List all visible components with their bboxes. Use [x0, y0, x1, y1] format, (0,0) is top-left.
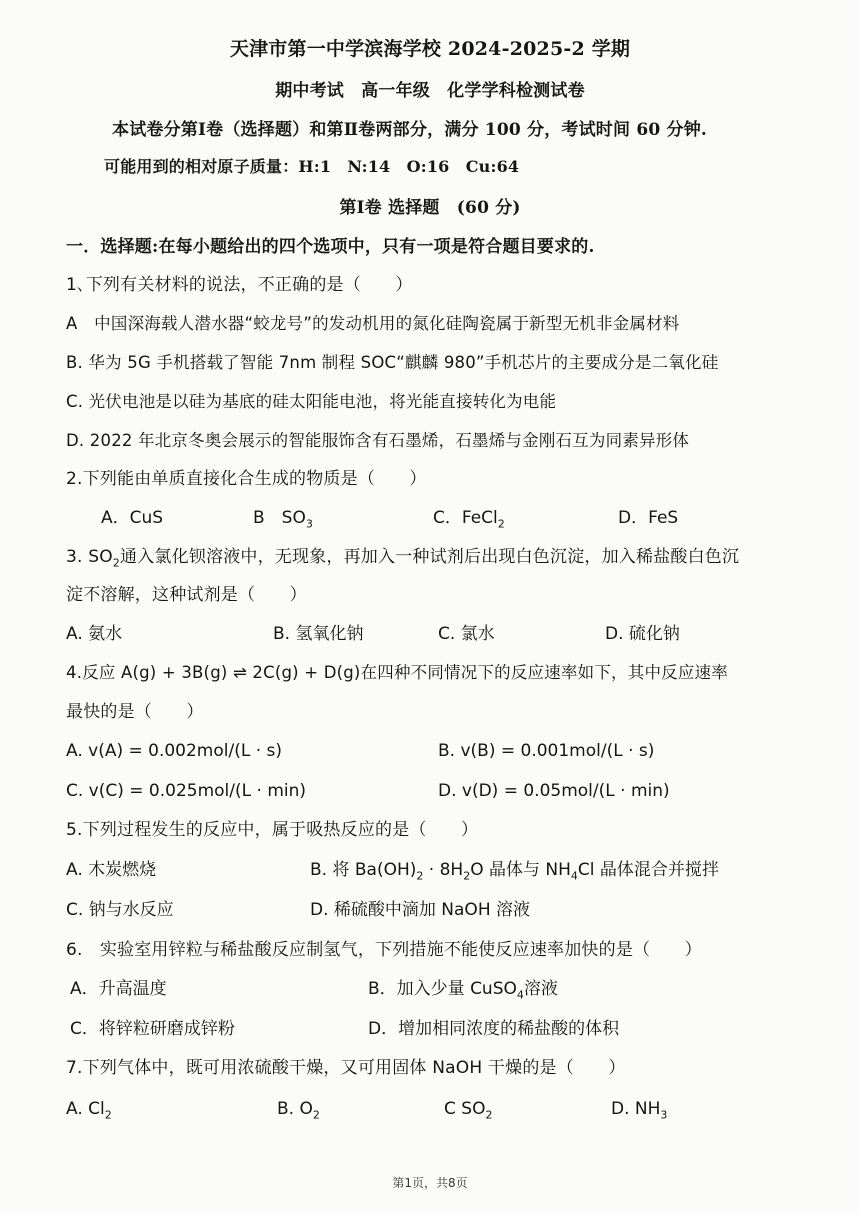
q6-option-c: C．将锌粒研磨成锌粉 [70, 1019, 235, 1039]
q4-option-c: C. v(C) = 0.025mol/(L · min) [66, 781, 307, 801]
q7-option-a: A. $Cl_2$ [66, 1099, 112, 1122]
q3-stem: 3. $SO_2$通入氯化钡溶液中，无现象，再加入一种试剂后出现白色沉淀，加入稀盐酸白色沉 [66, 547, 740, 570]
q7-option-d: D. $NH_3$ [611, 1099, 668, 1122]
q2-option-d: D．FeS [618, 508, 679, 528]
q2-stem: 2.下列能由单质直接化合生成的物质是（ ） [66, 469, 427, 489]
exam-title: 天津市第一中学滨海学校 2024-2025-2 学期 [229, 38, 631, 60]
q3-option-b: B. 氢氧化钠 [273, 624, 364, 644]
q5-option-b: B. 将 $Ba(OH)_2 \cdot 8H_2O$ 晶体与 $NH_4Cl$ 晶体混合并搅拌 [310, 860, 719, 883]
q6-option-d: D．增加相同浓度的稀盐酸的体积 [368, 1019, 620, 1039]
q1-option-c: C. 光伏电池是以硅为基底的硅太阳能电池，将光能直接转化为电能 [66, 392, 557, 411]
q2-option-c: C．FeCl$_2$ [433, 508, 505, 531]
section-title: 第Ⅰ卷 选择题 (60 分) [339, 198, 521, 218]
exam-instructions: 本试卷分第Ⅰ卷（选择题）和第Ⅱ卷两部分，满分 100 分，考试时间 60 分钟. [112, 120, 708, 140]
section-heading: 一．选择题:在每小题给出的四个选项中，只有一项是符合题目要求的. [66, 237, 595, 257]
q6-option-a: A．升高温度 [70, 979, 167, 999]
q5-option-a: A. 木炭燃烧 [66, 860, 157, 880]
q4-option-b: B. v(B) = 0.001mol/(L · s) [438, 741, 655, 761]
q4-stem: 4.反应 A(g) + 3B(g) ⇌ 2C(g) + D(g)在四种不同情况下的反应速率如下，其中反应速率 [66, 663, 728, 682]
exam-subtitle: 期中考试 高一年级 化学学科检测试卷 [275, 81, 585, 101]
q1-stem: 1､下列有关材料的说法，不正确的是（ ） [66, 275, 413, 295]
q5-option-c: C. 钠与水反应 [66, 900, 174, 920]
q4-option-a: A. v(A) = 0.002mol/(L · s) [66, 741, 283, 761]
q1-option-a: A 中国深海载人潜水器“蛟龙号”的发动机用的氮化硅陶瓷属于新型无机非金属材料 [66, 314, 680, 333]
q2-option-b: B $SO_3$ [253, 508, 313, 531]
page-footer: 第1页，共8页 [392, 1176, 468, 1190]
q3-stem-line2: 淀不溶解，这种试剂是（ ） [66, 585, 307, 605]
q1-option-d: D. 2022 年北京冬奥会展示的智能服饰含有石墨烯，石墨烯与金刚石互为同素异形体 [66, 431, 690, 450]
q4-option-d: D. v(D) = 0.05mol/(L · min) [438, 781, 670, 801]
q6-stem: 6. 实验室用锌粒与稀盐酸反应制氢气，下列措施不能使反应速率加快的是（ ） [66, 940, 702, 960]
q7-option-b: B. $O_2$ [277, 1099, 320, 1122]
q7-option-c: C $SO_2$ [444, 1099, 493, 1122]
q1-option-b: B. 华为 5G 手机搭载了智能 7nm 制程 SOC“麒麟 980”手机芯片的主要成分是二氧化硅 [66, 353, 719, 372]
q5-option-d: D. 稀硫酸中滴加 NaOH 溶液 [310, 900, 531, 920]
q2-option-a: A．CuS [101, 508, 164, 528]
q3-option-c: C. 氯水 [438, 624, 495, 644]
q7-stem: 7.下列气体中，既可用浓硫酸干燥，又可用固体 NaOH 干燥的是（ ） [66, 1058, 626, 1078]
q3-option-a: A. 氨水 [66, 624, 123, 644]
q3-option-d: D. 硫化钠 [605, 624, 680, 644]
q6-option-b: B．加入少量 CuSO$_4$溶液 [368, 979, 558, 1002]
atomic-masses: 可能用到的相对原子质量：H:1 N:14 O:16 Cu:64 [104, 157, 520, 176]
q4-stem-line2: 最快的是（ ） [66, 702, 204, 722]
q5-stem: 5.下列过程发生的反应中，属于吸热反应的是（ ） [66, 820, 479, 840]
